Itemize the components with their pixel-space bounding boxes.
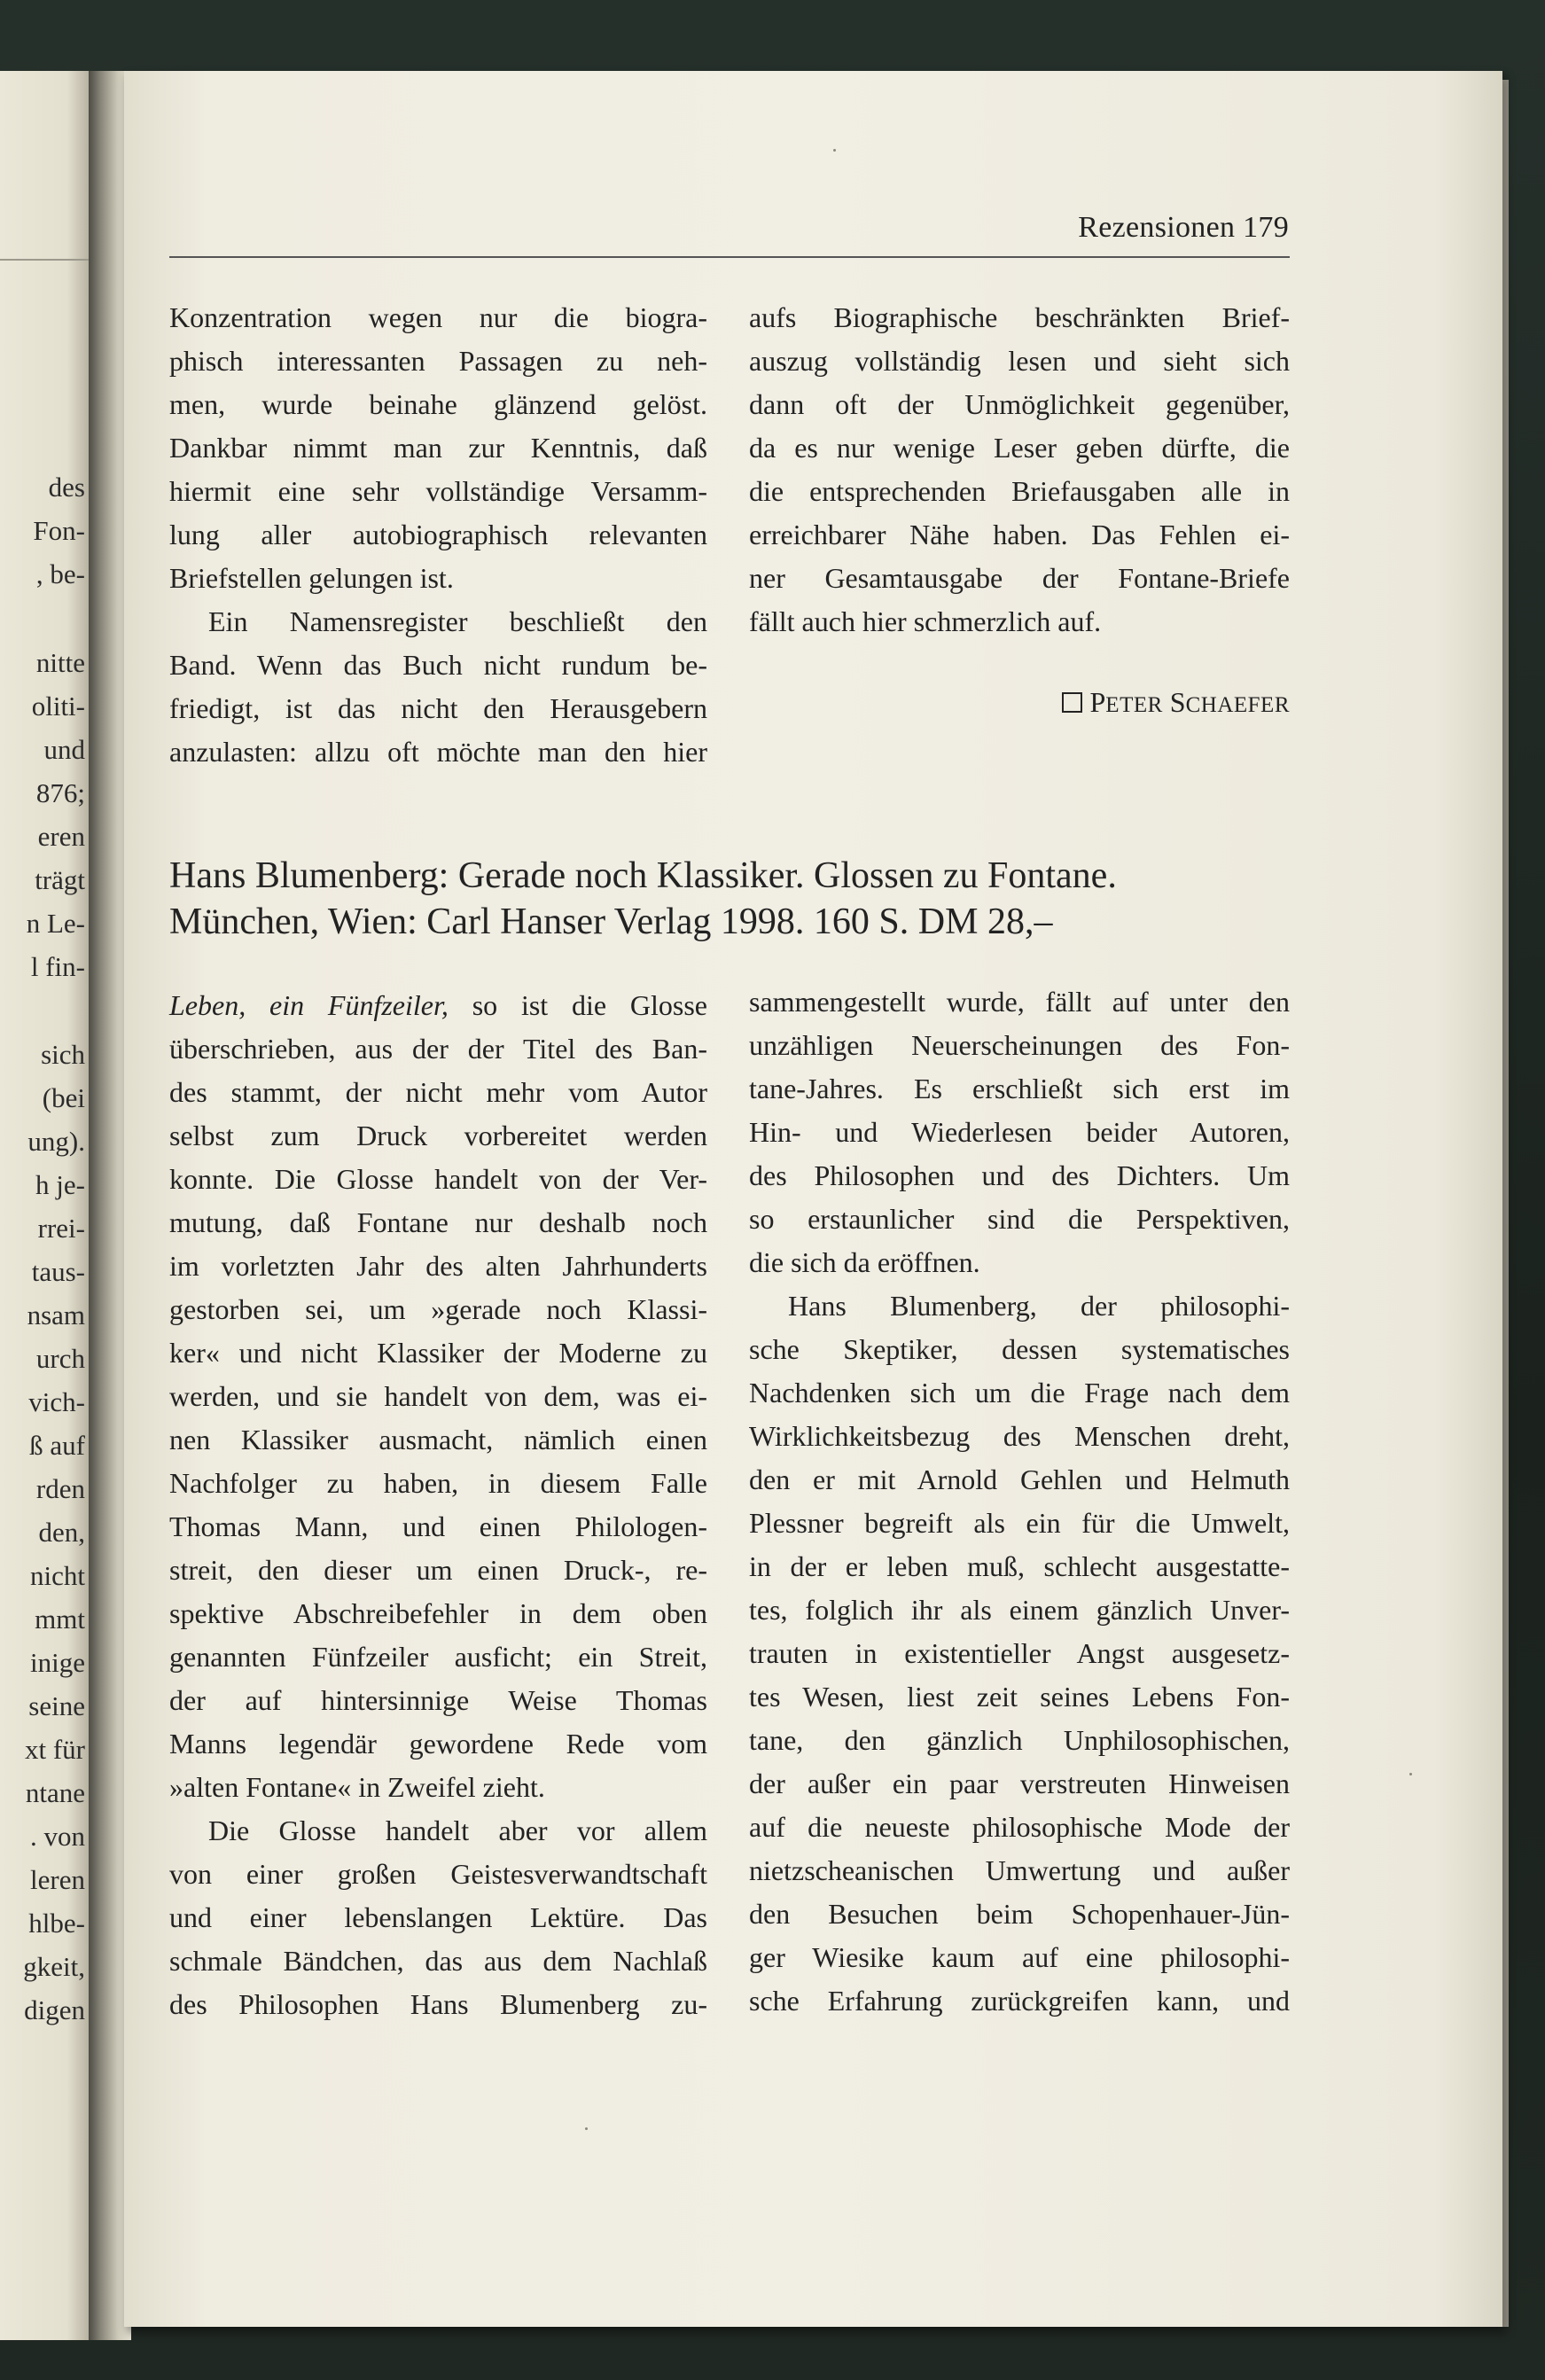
text-line: werden, und sie handelt von dem, was ei- bbox=[169, 1380, 707, 1412]
text-line: Dankbar nimmt man zur Kenntnis, daß bbox=[169, 432, 707, 464]
text-line: tane-Jahres. Es erschließt sich erst im bbox=[749, 1073, 1290, 1104]
text-line: des stammt, der nicht mehr vom Autor bbox=[169, 1076, 707, 1108]
text-line: im vorletzten Jahr des alten Jahrhunderts bbox=[169, 1250, 707, 1282]
text-line: die sich da eröffnen. bbox=[749, 1246, 980, 1278]
left-page-line: leren bbox=[30, 1864, 85, 1895]
text-line: unzähligen Neuerscheinungen des Fon- bbox=[749, 1029, 1290, 1061]
text-line: Wirklichkeitsbezug des Menschen dreht, bbox=[749, 1420, 1290, 1452]
text-line: und einer lebenslangen Lektüre. Das bbox=[169, 1901, 707, 1933]
left-page-line: l fin- bbox=[30, 951, 85, 982]
text-line: Hans Blumenberg, der philosophi- bbox=[788, 1290, 1290, 1322]
left-page-line: nitte bbox=[35, 647, 85, 678]
text-line: schmale Bändchen, das aus dem Nachlaß bbox=[169, 1945, 707, 1977]
text-line: so erstaunlicher sind die Perspektiven, bbox=[749, 1203, 1290, 1235]
facing-left-page bbox=[0, 71, 96, 2340]
left-page-line: seine bbox=[28, 1690, 85, 1721]
italic-quote: Leben, ein Fünfzeiler, bbox=[169, 989, 449, 1021]
text-line: men, wurde beinahe glänzend gelöst. bbox=[169, 388, 707, 420]
text-line: Ein Namensregister beschließt den bbox=[208, 605, 707, 637]
left-page-line: ß auf bbox=[29, 1430, 85, 1461]
text-line: Nachfolger zu haben, in diesem Falle bbox=[169, 1467, 707, 1499]
text-line: den er mit Arnold Gehlen und Helmuth bbox=[749, 1463, 1290, 1495]
text-line: Band. Wenn das Buch nicht rundum be- bbox=[169, 649, 707, 681]
running-head: Rezensionen 179 bbox=[1078, 211, 1289, 244]
review1-column-right bbox=[749, 296, 1290, 644]
text-line: erreichbarer Nähe haben. Das Fehlen ei- bbox=[749, 519, 1290, 550]
left-page-line: hlbe- bbox=[28, 1908, 85, 1939]
left-page-line: n Le- bbox=[26, 908, 85, 939]
left-page-line: h je- bbox=[35, 1169, 85, 1200]
text-line: in der er leben muß, schlecht ausgestatte- bbox=[749, 1550, 1290, 1582]
text-line: nen Klassiker ausmacht, nämlich einen bbox=[169, 1424, 707, 1455]
text-line: den Besuchen beim Schopenhauer-Jün- bbox=[749, 1898, 1290, 1930]
text-line: die entsprechenden Briefausgaben alle in bbox=[749, 475, 1290, 507]
left-page-line: taus- bbox=[31, 1256, 85, 1287]
text-line: überschrieben, aus der der Titel des Ban- bbox=[169, 1033, 707, 1065]
text-line: hiermit eine sehr vollständige Versamm- bbox=[169, 475, 707, 507]
left-page-line: digen bbox=[24, 1994, 85, 2025]
text-line: ger Wiesike kaum auf eine philosophi- bbox=[749, 1941, 1290, 1973]
text-line: auszug vollständig lesen und sieht sich bbox=[749, 345, 1290, 377]
left-page-line: des bbox=[48, 472, 85, 503]
text-line: selbst zum Druck vorbereitet werden bbox=[169, 1120, 707, 1151]
reviewer-signature bbox=[749, 686, 1290, 719]
text-line: der auf hintersinnige Weise Thomas bbox=[169, 1684, 707, 1716]
text-line: phisch interessanten Passagen zu neh- bbox=[169, 345, 707, 377]
text-line: des Philosophen Hans Blumenberg zu- bbox=[169, 1988, 707, 2020]
signature-initial: P bbox=[1089, 686, 1106, 718]
left-page-line: (bei bbox=[42, 1082, 85, 1113]
text-line: genannten Fünfzeiler ausficht; ein Streit, bbox=[169, 1641, 707, 1673]
review2-title-line: München, Wien: Carl Hanser Verlag 1998. 160 S. DM 28,– bbox=[169, 901, 1053, 942]
left-page-line: ntane bbox=[25, 1777, 85, 1808]
left-page-line: rden bbox=[35, 1473, 85, 1504]
left-page-line: ung). bbox=[27, 1126, 85, 1157]
text-line: Plessner begreift als ein für die Umwelt, bbox=[749, 1507, 1290, 1539]
text-line: der außer ein paar verstreuten Hinweisen bbox=[749, 1767, 1290, 1799]
text-line: trauten in existentieller Angst ausgesetz- bbox=[749, 1637, 1290, 1669]
text-line: »alten Fontane« in Zweifel zieht. bbox=[169, 1771, 545, 1803]
header-rule bbox=[169, 256, 1290, 258]
left-page-line: eren bbox=[37, 821, 85, 852]
left-page-line: inige bbox=[30, 1647, 85, 1678]
text-line: tane, den gänzlich Unphilosophischen, bbox=[749, 1724, 1290, 1756]
left-page-line: , be- bbox=[35, 558, 85, 589]
text-line: streit, den dieser um einen Druck-, re- bbox=[169, 1554, 707, 1586]
text-line: Die Glosse handelt aber vor allem bbox=[208, 1814, 707, 1846]
signature-smallcaps: CHAEFER bbox=[1185, 693, 1290, 717]
text-line: von einer großen Geistesverwandtschaft bbox=[169, 1858, 707, 1890]
left-page-line: nicht bbox=[30, 1560, 85, 1591]
text-line: sammengestellt wurde, fällt auf unter den bbox=[749, 986, 1290, 1018]
left-page-line: trägt bbox=[35, 864, 85, 895]
text-line: dann oft der Unmöglichkeit gegenüber, bbox=[749, 388, 1290, 420]
review1-column-left bbox=[169, 296, 707, 774]
signature-initial: S bbox=[1169, 686, 1186, 718]
left-page-line: gkeit, bbox=[23, 1951, 85, 1982]
text-line: mutung, daß Fontane nur deshalb noch bbox=[169, 1206, 707, 1238]
text-line: aufs Biographische beschränkten Brief- bbox=[749, 301, 1290, 333]
left-page-line: den, bbox=[38, 1517, 85, 1548]
left-page-line: Fon- bbox=[33, 515, 85, 546]
text-line: anzulasten: allzu oft möchte man den hier bbox=[169, 736, 707, 768]
left-page-rule bbox=[0, 259, 89, 261]
paper-speck bbox=[1409, 1773, 1412, 1775]
text-line: da es nur wenige Leser geben dürfte, die bbox=[749, 432, 1290, 464]
text-line: Hin- und Wiederlesen beider Autoren, bbox=[749, 1116, 1290, 1148]
review2-column-right bbox=[749, 980, 1290, 2023]
text-line: tes, folglich ihr als einem gänzlich Unver- bbox=[749, 1594, 1290, 1626]
text-line: fällt auch hier schmerzlich auf. bbox=[749, 605, 1102, 637]
text-line: des Philosophen und des Dichters. Um bbox=[749, 1159, 1290, 1191]
left-page-line: sich bbox=[41, 1039, 85, 1070]
review2-title-line: Hans Blumenberg: Gerade noch Klassiker. Glossen zu Fontane. bbox=[169, 855, 1117, 896]
signature-smallcaps: ETER bbox=[1105, 693, 1163, 717]
text-line: friedigt, ist das nicht den Herausgebern bbox=[169, 692, 707, 724]
text-line: Konzentration wegen nur die biogra- bbox=[169, 301, 707, 333]
text-line: ner Gesamtausgabe der Fontane-Briefe bbox=[749, 562, 1290, 594]
left-page-line: mmt bbox=[35, 1604, 85, 1635]
left-page-line: vich- bbox=[28, 1386, 85, 1417]
left-page-line: nsam bbox=[27, 1299, 85, 1330]
text-line: konnte. Die Glosse handelt von der Ver- bbox=[169, 1163, 707, 1195]
left-page-line: xt für bbox=[24, 1734, 85, 1765]
text-line: gestorben sei, um »gerade noch Klassi- bbox=[169, 1293, 707, 1325]
text-line: Thomas Mann, und einen Philologen- bbox=[169, 1510, 707, 1542]
left-page-line: . von bbox=[30, 1821, 85, 1852]
paper-speck bbox=[833, 149, 836, 152]
text-line: tes Wesen, liest zeit seines Lebens Fon- bbox=[749, 1681, 1290, 1713]
text-run: so ist die Glosse bbox=[448, 989, 707, 1021]
left-page-line: und bbox=[43, 734, 85, 765]
left-page-line: oliti- bbox=[31, 691, 85, 722]
review2-title bbox=[169, 853, 1290, 945]
text-line: Manns legendär gewordene Rede vom bbox=[169, 1728, 707, 1760]
end-mark-box-icon bbox=[1062, 692, 1082, 713]
text-line: Nachdenken sich um die Frage nach dem bbox=[749, 1377, 1290, 1408]
text-line: nietzscheanischen Umwertung und außer bbox=[749, 1854, 1290, 1886]
text-line: sche Skeptiker, dessen systematisches bbox=[749, 1333, 1290, 1365]
left-page-line: 876; bbox=[35, 777, 85, 808]
text-line: sche Erfahrung zurückgreifen kann, und bbox=[749, 1985, 1290, 2017]
text-line: lung aller autobiographisch relevanten bbox=[169, 519, 707, 550]
paper-speck bbox=[585, 2127, 588, 2130]
text-line: Briefstellen gelungen ist. bbox=[169, 562, 454, 594]
review2-column-left bbox=[169, 984, 707, 2026]
text-line: spektive Abschreibefehler in dem oben bbox=[169, 1597, 707, 1629]
left-page-line: rrei- bbox=[37, 1213, 85, 1244]
text-line: ker« und nicht Klassiker der Moderne zu bbox=[169, 1337, 707, 1369]
text-line bbox=[169, 984, 707, 1027]
left-page-line: urch bbox=[35, 1343, 85, 1374]
text-line: auf die neueste philosophische Mode der bbox=[749, 1811, 1290, 1843]
